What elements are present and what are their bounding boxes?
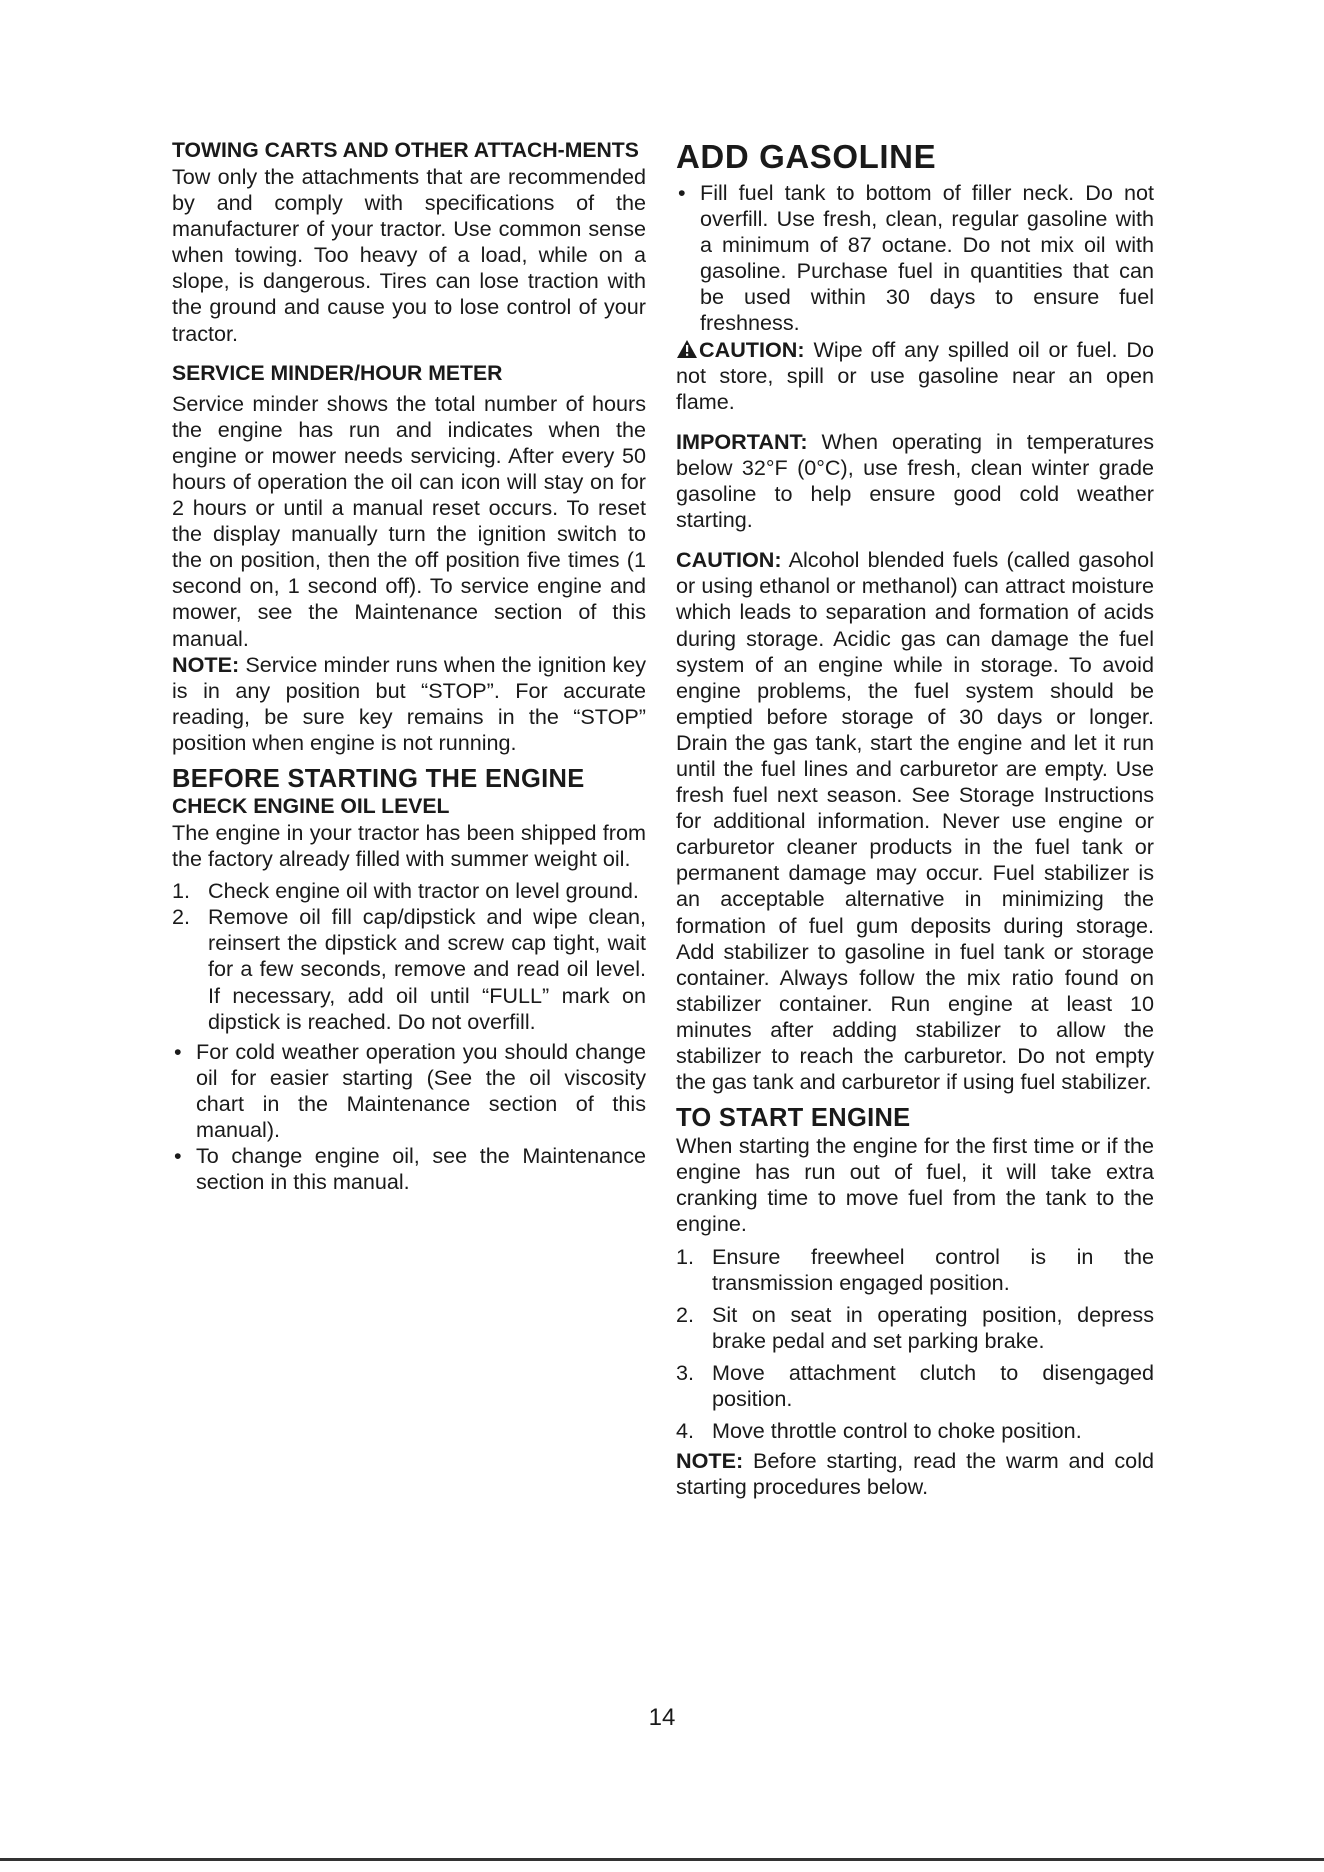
list-item: 4. Move throttle control to choke position. (676, 1418, 1082, 1444)
towing-paragraph: Tow only the attachments that are recommended by and comply with specifications of the manufacturer of your tractor. Use common sense when towing. Too heavy of a load, while on a slope, is dangerous. Tires can lose traction with the ground and cause you to lose control of your tractor. (172, 164, 646, 346)
note-label: NOTE: (172, 651, 240, 677)
to-start-engine-heading: TO START ENGINE (676, 1104, 911, 1133)
list-item: 3. Move attachment clutch to disengaged position. (676, 1359, 1154, 1412)
service-minder-heading: SERVICE MINDER/HOUR METER (172, 361, 503, 385)
oil-bullets (172, 1039, 646, 1196)
before-starting-heading: BEFORE STARTING THE ENGINE (172, 764, 585, 793)
check-oil-heading: CHECK ENGINE OIL LEVEL (172, 794, 450, 818)
list-item: 1. Ensure freewheel control is in the transmission engaged position. (676, 1243, 1154, 1295)
start-engine-steps (676, 1244, 1154, 1445)
towing-heading: TOWING CARTS AND OTHER ATTACH-MENTS (172, 139, 639, 162)
list-item: 1. Check engine oil with tractor on level ground. (172, 878, 639, 904)
note-label: NOTE: (676, 1448, 744, 1474)
left-column (172, 138, 646, 1195)
list-item: 2. Remove oil fill cap/dipstick and wipe clean, reinsert the dipstick and screw cap tight, wait for a few seconds, remove and read oil level. If necessary, add oil until “FULL” mark on dipstick is reached. Do not overfill. (172, 904, 646, 1034)
caution-alcohol-paragraph: CAUTION: Alcohol blended fuels (called gasohol or using ethanol or methanol) can attract moisture which leads to separation and formation of acids during storage. Acidic gas can damage the fuel system of an engine while in storage. To avoid engine problems, the fuel system should be emptied before storage of 30 days or longer. Drain the gas tank, start the engine and let it run until the fuel lines and carburetor are empty. Use fresh fuel next season. See Storage Instructions for additional information. Never use engine or carburetor cleaner products in the fuel tank or permanent damage may occur. Fuel stabilizer is an acceptable alternative in minimizing the formation of fuel gum deposits during storage. Add stabilizer to gasoline in fuel tank or storage container. Always follow the mix ratio found on stabilizer container. Run engine at least 10 minutes after adding stabilizer to allow the stabilizer to reach the carburetor. Do not empty the gas tank and carburetor if using fuel stabilizer. (676, 547, 1154, 1095)
note-text: Service minder runs when the ignition key is in any position but “STOP”. For accurate reading, be sure key remains in the “STOP” position when engine is not running. (172, 651, 646, 755)
service-minder-paragraph: Service minder shows the total number of hours the engine has run and indicates when the engine or mower needs servicing. After every 50 hours of operation the oil can icon will stay on for 2 hours or until a manual reset occurs. To reset the display manually turn the ignition switch to the on position, then the off position five times (1 second on, 1 second off). To service engine and mower, see the Maintenance section of this manual. (172, 390, 646, 651)
gasoline-bullets (676, 180, 1154, 337)
important-label: IMPORTANT: (676, 428, 808, 454)
caution-label: CAUTION: (676, 547, 782, 573)
list-item: • For cold weather operation you should change oil for easier starting (See the oil viscosity chart in the Maintenance section of this manual). (174, 1038, 646, 1142)
check-oil-steps (172, 878, 646, 1035)
caution-label: CAUTION: (699, 336, 805, 362)
page-number: 14 (648, 1704, 676, 1731)
list-item: • To change engine oil, see the Maintenance section in this manual. (174, 1143, 646, 1195)
list-item: 2. Sit on seat in operating position, depress brake pedal and set parking brake. (676, 1301, 1154, 1353)
right-column (676, 138, 1154, 1500)
bottom-edge-rule (0, 1858, 1324, 1861)
list-item: • Fill fuel tank to bottom of filler neck. Do not overfill. Use fresh, clean, regular gasoline with a minimum of 87 octane. Do not mix oil with gasoline. Purchase fuel in quantities that can be used within 30 days to ensure fuel freshness. (678, 180, 1154, 336)
service-note (172, 652, 646, 756)
start-engine-paragraph: When starting the engine for the first time or if the engine has run out of fuel, it will take extra cranking time to move fuel from the tank to the engine. (676, 1133, 1154, 1237)
start-note: NOTE: Before starting, read the warm and cold starting procedures below. (676, 1448, 1154, 1500)
caution-spill: CAUTION: Wipe off any spilled oil or fuel. Do not store, spill or use gasoline near an open flame. (676, 336, 1154, 414)
add-gasoline-heading: ADD GASOLINE (676, 138, 937, 175)
warning-triangle-icon (676, 339, 698, 359)
important-paragraph: IMPORTANT: When operating in temperatures below 32°F (0°C), use fresh, clean winter grade gasoline to help ensure good cold weather starting. (676, 428, 1154, 533)
check-oil-paragraph: The engine in your tractor has been shipped from the factory already filled with summer weight oil. (172, 819, 646, 872)
